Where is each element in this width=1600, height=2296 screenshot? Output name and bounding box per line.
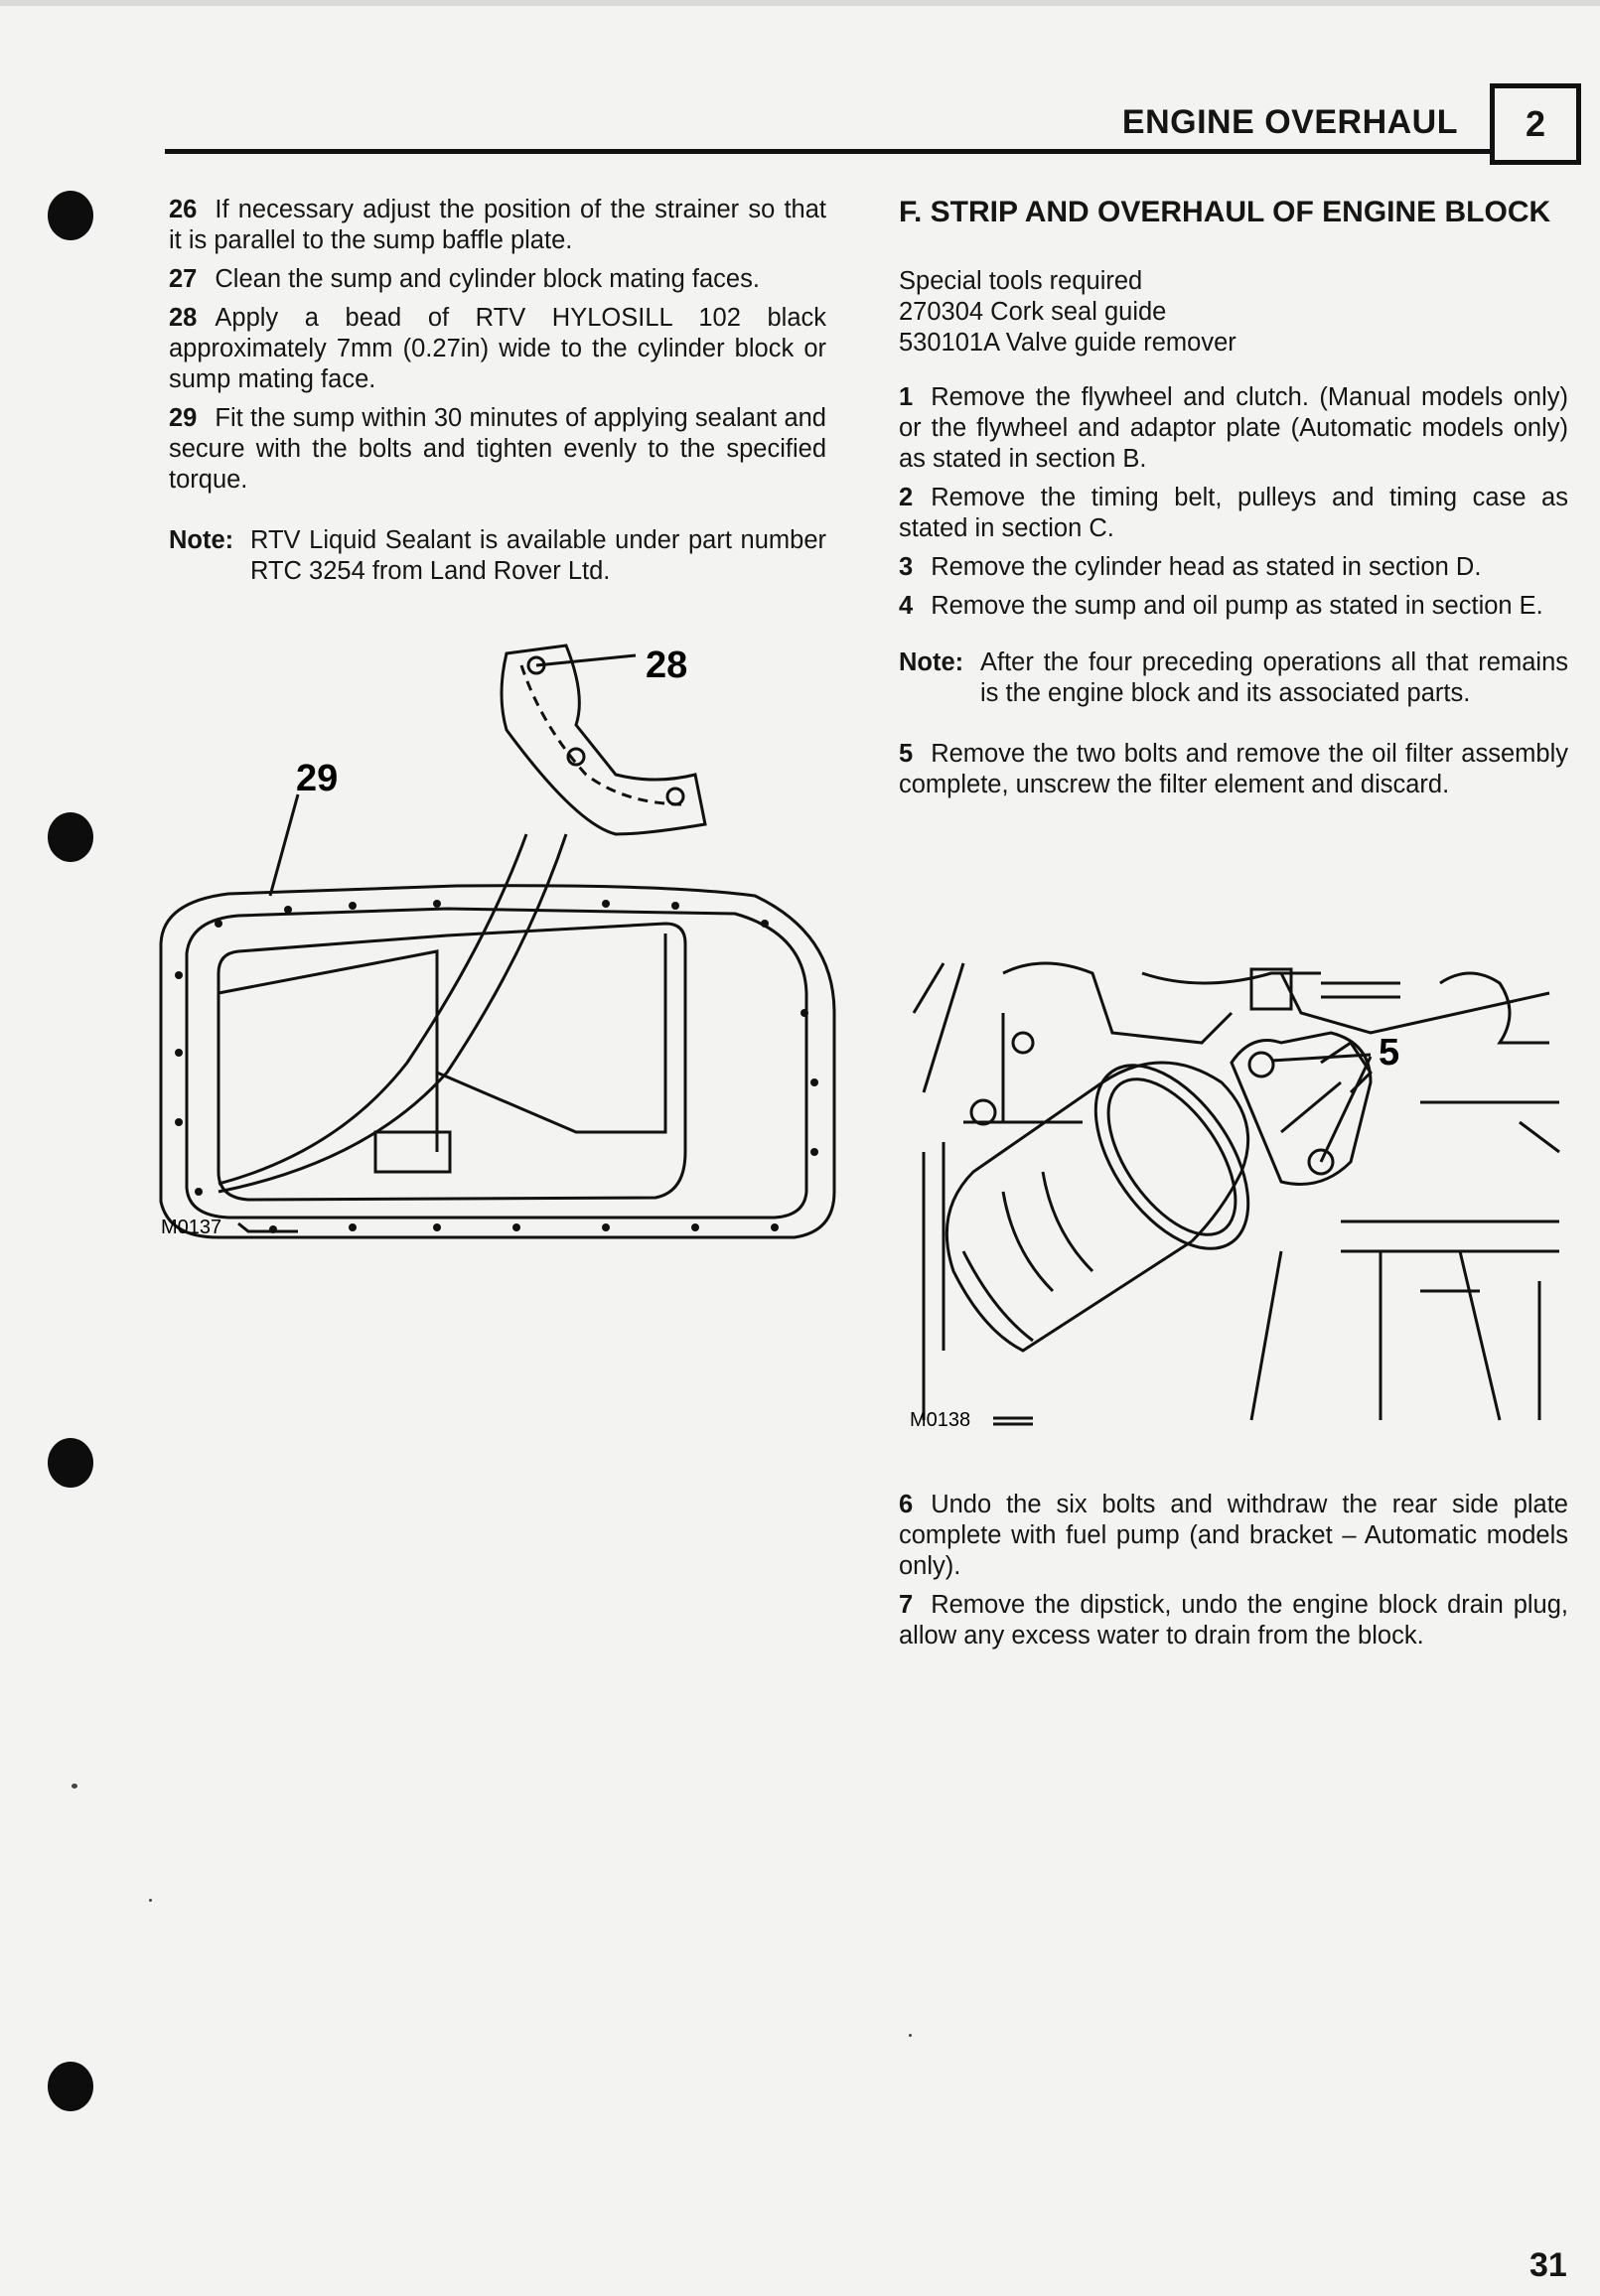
step-paragraph xyxy=(169,303,826,395)
step-paragraph xyxy=(169,195,826,256)
step-text: Remove the cylinder head as stated in section D. xyxy=(931,553,1482,581)
step-number: 27 xyxy=(169,265,198,293)
callout-28: 28 xyxy=(646,645,688,686)
step-number: 5 xyxy=(899,740,914,768)
page-speck xyxy=(72,1784,77,1789)
figure-code: M0137 xyxy=(161,1217,222,1238)
step-text: If necessary adjust the position of the strainer so that it is parallel to the sump baffle plate. xyxy=(169,196,826,254)
tools-heading: Special tools required xyxy=(899,267,1143,295)
left-column xyxy=(169,195,826,587)
punch-hole xyxy=(48,1438,93,1488)
step-text: Remove the timing belt, pulleys and timing case as stated in section C. xyxy=(899,484,1568,542)
sump-figure xyxy=(149,636,844,1251)
callout-5: 5 xyxy=(1379,1032,1400,1074)
note-block xyxy=(899,647,1568,709)
figure-code: M0138 xyxy=(910,1409,971,1430)
punch-hole xyxy=(48,191,93,240)
page-speck xyxy=(149,1899,152,1902)
right-column-lower xyxy=(899,1490,1568,1659)
step-number: 29 xyxy=(169,404,198,432)
step-paragraph xyxy=(169,403,826,496)
note-label: Note: xyxy=(169,526,234,554)
callout-29: 29 xyxy=(296,758,339,799)
note-text: RTV Liquid Sealant is available under part number RTC 3254 from Land Rover Ltd. xyxy=(250,526,826,585)
punch-hole xyxy=(48,2062,93,2111)
page-top-edge xyxy=(0,0,1600,6)
note-block xyxy=(169,525,826,587)
step-text: Remove the two bolts and remove the oil filter assembly complete, unscrew the filter element and discard. xyxy=(899,740,1568,798)
step-text: Clean the sump and cylinder block mating faces. xyxy=(215,265,760,293)
section-title: F. STRIP AND OVERHAUL OF ENGINE BLOCK xyxy=(899,196,1551,228)
note-text: After the four preceding operations all that remains is the engine block and its associated parts. xyxy=(980,648,1568,707)
step-paragraph xyxy=(899,1490,1568,1582)
chapter-number-box: 2 xyxy=(1490,83,1581,165)
note-label: Note: xyxy=(899,648,964,676)
step-paragraph xyxy=(899,739,1568,800)
step-text: Undo the six bolts and withdraw the rear side plate complete with fuel pump (and bracket – Automatic models only). xyxy=(899,1491,1568,1580)
header-title: ENGINE OVERHAUL xyxy=(1121,103,1458,141)
step-paragraph xyxy=(899,552,1568,583)
step-number: 3 xyxy=(899,553,914,581)
tool-item: 530101A Valve guide remover xyxy=(899,329,1236,357)
oil-filter-figure xyxy=(904,953,1569,1430)
step-text: Remove the flywheel and clutch. (Manual models only) or the flywheel and adaptor plate (Automatic models only) as stated in section B. xyxy=(899,383,1568,473)
step-number: 6 xyxy=(899,1491,914,1518)
step-number: 4 xyxy=(899,592,914,620)
step-text: Remove the dipstick, undo the engine block drain plug, allow any excess water to drain from the block. xyxy=(899,1591,1568,1650)
step-paragraph xyxy=(899,1590,1568,1651)
step-number: 1 xyxy=(899,383,914,411)
step-paragraph xyxy=(899,382,1568,475)
right-column xyxy=(899,195,1568,808)
step-paragraph xyxy=(899,483,1568,544)
step-paragraph xyxy=(899,591,1568,622)
tool-item: 270304 Cork seal guide xyxy=(899,298,1167,326)
step-number: 26 xyxy=(169,196,198,223)
step-text: Remove the sump and oil pump as stated in section E. xyxy=(931,592,1543,620)
step-number: 7 xyxy=(899,1591,914,1619)
header-rule xyxy=(165,149,1491,154)
page-speck xyxy=(909,2034,912,2037)
step-number: 28 xyxy=(169,304,198,332)
step-number: 2 xyxy=(899,484,914,511)
step-paragraph xyxy=(169,264,826,295)
page-number: 31 xyxy=(1529,2246,1567,2284)
special-tools xyxy=(899,266,1568,359)
punch-hole xyxy=(48,812,93,862)
step-text: Fit the sump within 30 minutes of applying sealant and secure with the bolts and tighten evenly to the specified torque. xyxy=(169,404,826,494)
step-text: Apply a bead of RTV HYLOSILL 102 black approximately 7mm (0.27in) wide to the cylinder block or sump mating face. xyxy=(169,304,826,393)
